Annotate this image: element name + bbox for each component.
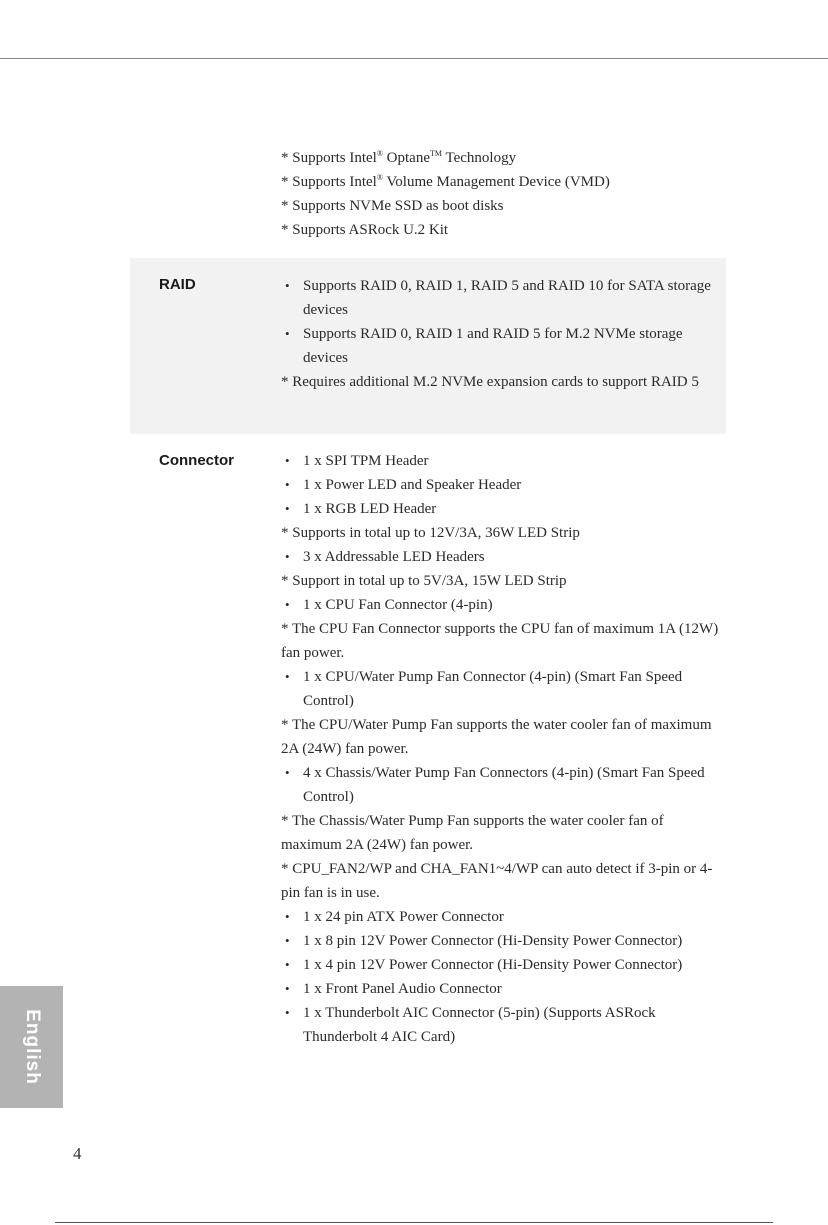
bullet-icon: • xyxy=(285,326,290,341)
list-item: • 1 x RGB LED Header xyxy=(281,497,721,521)
page-number: 4 xyxy=(73,1144,82,1163)
list-item: • Supports RAID 0, RAID 1, RAID 5 and RAID 10 for SATA storage devices xyxy=(281,274,721,322)
list-item: • 1 x Front Panel Audio Connector xyxy=(281,977,721,1001)
raid-specs xyxy=(281,274,721,394)
list-item: • 3 x Addressable LED Headers xyxy=(281,545,721,569)
connector-label: Connector xyxy=(159,452,234,469)
note-vmd: * Supports Intel® Volume Management Device (VMD) xyxy=(281,173,610,190)
bullet-icon: • xyxy=(285,549,290,564)
connector-note: * Supports in total up to 12V/3A, 36W LED Strip xyxy=(281,525,580,541)
footer-rule xyxy=(55,1222,773,1223)
note-u2-kit: * Supports ASRock U.2 Kit xyxy=(281,222,449,238)
storage-notes xyxy=(281,146,721,242)
list-item: • 1 x CPU Fan Connector (4-pin) xyxy=(281,593,721,617)
list-item: • 1 x Thunderbolt AIC Connector (5-pin) (Supports ASRock Thunderbolt 4 AIC Card) xyxy=(281,1001,721,1049)
connector-note: * Support in total up to 5V/3A, 15W LED Strip xyxy=(281,573,567,589)
list-item: • 1 x SPI TPM Header xyxy=(281,449,721,473)
list-item: • 1 x 4 pin 12V Power Connector (Hi-Density Power Connector) xyxy=(281,953,721,977)
bullet-icon: • xyxy=(285,909,290,924)
bullet-icon: • xyxy=(285,957,290,972)
connector-specs xyxy=(281,449,721,1049)
list-item: • 1 x 8 pin 12V Power Connector (Hi-Density Power Connector) xyxy=(281,929,721,953)
connector-note: * CPU_FAN2/WP and CHA_FAN1~4/WP can auto detect if 3-pin or 4-pin fan is in use. xyxy=(281,861,713,901)
connector-note: * The CPU Fan Connector supports the CPU fan of maximum 1A (12W) fan power. xyxy=(281,621,719,661)
list-item: • 1 x Power LED and Speaker Header xyxy=(281,473,721,497)
bullet-icon: • xyxy=(285,669,290,684)
connector-note: * The CPU/Water Pump Fan supports the water cooler fan of maximum 2A (24W) fan power. xyxy=(281,717,712,757)
list-item: • Supports RAID 0, RAID 1 and RAID 5 for M.2 NVMe storage devices xyxy=(281,322,721,370)
list-item: • 1 x CPU/Water Pump Fan Connector (4-pin) (Smart Fan Speed Control) xyxy=(281,665,721,713)
note-optane: * Supports Intel® Optane™ Technology xyxy=(281,149,517,166)
bullet-icon: • xyxy=(285,278,290,293)
bullet-icon: • xyxy=(285,765,290,780)
bullet-icon: • xyxy=(285,933,290,948)
raid-note: * Requires additional M.2 NVMe expansion cards to support RAID 5 xyxy=(281,374,699,390)
bullet-icon: • xyxy=(285,453,290,468)
bullet-icon: • xyxy=(285,981,290,996)
list-item: • 4 x Chassis/Water Pump Fan Connectors (4-pin) (Smart Fan Speed Control) xyxy=(281,761,721,809)
language-tab-label: English xyxy=(21,1009,43,1085)
language-tab xyxy=(0,986,63,1108)
raid-label: RAID xyxy=(159,276,196,293)
bullet-icon: • xyxy=(285,501,290,516)
connector-note: * The Chassis/Water Pump Fan supports the water cooler fan of maximum 2A (24W) fan power. xyxy=(281,813,664,853)
bullet-icon: • xyxy=(285,1005,290,1020)
note-nvme-boot: * Supports NVMe SSD as boot disks xyxy=(281,198,504,214)
bullet-icon: • xyxy=(285,477,290,492)
bullet-icon: • xyxy=(285,597,290,612)
list-item: • 1 x 24 pin ATX Power Connector xyxy=(281,905,721,929)
header-rule xyxy=(0,58,828,59)
